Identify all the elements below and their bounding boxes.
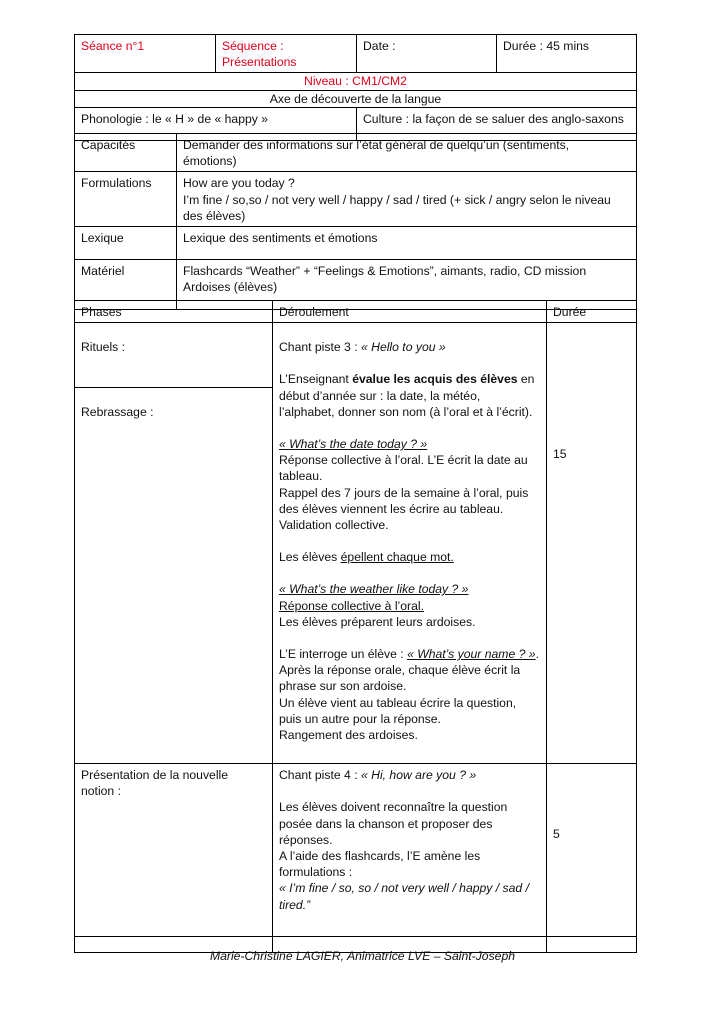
epellent-prefix: Les élèves	[279, 550, 341, 565]
interroge-suffix: .	[535, 647, 539, 662]
axe-cell	[75, 90, 637, 107]
rituels-cell	[75, 323, 273, 388]
duree-label: Durée : 45 mins	[503, 39, 590, 53]
interroge-prefix: L’E interroge un élève :	[279, 647, 408, 662]
weather-question: « What’s the weather like today ? »	[279, 582, 469, 597]
text-line: Après la réponse orale, chaque élève écrit la	[279, 663, 521, 678]
presentation-line: notion :	[81, 784, 121, 799]
footer-credit: Marie-Christine LAGIER, Animatrice LVE – Saint-Joseph	[209, 949, 516, 963]
objectives-table	[74, 133, 637, 310]
name-question: « What’s your name ? »	[407, 647, 536, 662]
formulation-line: tired.”	[279, 897, 311, 912]
chant-prefix: Chant piste 4 :	[279, 768, 361, 783]
phase1-duree-cell	[547, 323, 637, 764]
seance-label: Séance n°1	[81, 39, 145, 53]
niveau-cell	[75, 73, 637, 90]
capacites-label-cell	[75, 134, 177, 172]
text-line: tableau.	[279, 469, 323, 484]
sequence-cell	[216, 35, 357, 73]
date-cell	[357, 35, 497, 73]
text-line: début d’année sur : la date, la météo,	[279, 388, 481, 403]
axe-label: Axe de découverte de la langue	[269, 91, 442, 106]
phases-header	[75, 301, 273, 323]
formulations-line: I’m fine / so,so / not very well / happy / sad / tired (+ sick / angry selon le niveau	[183, 192, 611, 207]
lexique-label: Lexique	[81, 231, 124, 246]
chant-prefix: Chant piste 3 :	[279, 340, 361, 355]
date-label: Date :	[363, 39, 396, 53]
interroge-line	[279, 646, 542, 662]
text-line: puis un autre pour la réponse.	[279, 711, 441, 726]
text-line: Les élèves doivent reconnaître la question	[279, 800, 508, 815]
text-line: Les élèves préparent leurs ardoises.	[279, 614, 476, 629]
text-line: phrase sur son ardoise.	[279, 679, 407, 694]
materiel-label: Matériel	[81, 264, 125, 279]
phase2-deroulement	[273, 764, 547, 937]
materiel-line: Flashcards “Weather” + “Feelings & Emotions”, aimants, radio, CD mission	[183, 264, 587, 279]
date-question: « What’s the date today ? »	[279, 437, 428, 452]
phase2-duree-cell	[547, 764, 637, 937]
formulations-line: des élèves)	[183, 208, 246, 223]
rebrassage-cell	[75, 388, 273, 764]
phase1-duree: 15	[553, 447, 567, 461]
lexique-value-cell	[177, 227, 637, 260]
epellent-text: épellent chaque mot.	[340, 550, 454, 565]
chant-line	[279, 767, 542, 783]
duree-cell	[497, 35, 637, 73]
evaluation-line	[279, 371, 542, 387]
formulation-line: « I’m fine / so, so / not very well / happy / sad /	[279, 881, 529, 896]
formulations-line: How are you today ?	[183, 176, 295, 191]
text-line: A l’aide des flashcards, l’E amène les	[279, 849, 481, 864]
text-line: des élèves viennent les écrire au tableau.	[279, 501, 504, 516]
presentation-cell	[75, 764, 273, 937]
text-line: Rangement des ardoises.	[279, 728, 418, 743]
le-text: L’Enseignant	[279, 372, 353, 387]
rituels-label: Rituels :	[81, 340, 126, 355]
text-line: Réponse collective à l’oral. L’E écrit la date au	[279, 453, 528, 468]
formulations-value-cell	[177, 172, 637, 227]
text-line: Validation collective.	[279, 518, 389, 533]
seance-cell	[75, 35, 216, 73]
phase1-deroulement	[273, 323, 547, 764]
text-line: posée dans la chanson et proposer des	[279, 816, 493, 831]
text-line: Un élève vient au tableau écrire la question,	[279, 695, 517, 710]
culture-label: Culture : la façon de se saluer des anglo-saxons	[363, 111, 624, 126]
chant-title: « Hello to you »	[360, 340, 446, 355]
rebrassage-label: Rebrassage :	[81, 405, 154, 420]
duree-header-label: Durée	[553, 305, 587, 319]
phases-table	[74, 300, 637, 953]
phases-header-label: Phases	[81, 305, 122, 319]
formulations-label-cell	[75, 172, 177, 227]
chant-line	[279, 339, 542, 355]
capacites-line: émotions)	[183, 154, 237, 169]
deroulement-header	[273, 301, 547, 323]
duree-header	[547, 301, 637, 323]
epellent-line	[279, 549, 542, 565]
presentation-line: Présentation de la nouvelle	[81, 768, 229, 783]
capacites-line: Demander des informations sur l’état général de quelqu’un (sentiments,	[183, 138, 570, 152]
lexique-label-cell	[75, 227, 177, 260]
text-line: Réponse collective à l’oral.	[279, 598, 424, 613]
chant-title: « Hi, how are you ? »	[360, 768, 477, 783]
phonologie-label: Phonologie : le « H » de « happy »	[81, 111, 269, 126]
capacites-value-cell	[177, 134, 637, 172]
text-line: réponses.	[279, 832, 333, 847]
evalue-text: évalue les acquis des élèves	[352, 372, 518, 387]
text-line: l’alphabet, donner son nom (à l’oral et à l’écrit).	[279, 404, 533, 419]
niveau-label: Niveau : CM1/CM2	[304, 74, 407, 89]
en-text: en	[517, 372, 535, 387]
sequence-label: Séquence :	[222, 39, 284, 53]
materiel-line: Ardoises (élèves)	[183, 280, 278, 295]
phase2-duree: 5	[553, 827, 560, 841]
formulations-label: Formulations	[81, 176, 152, 191]
text-line: formulations :	[279, 865, 353, 880]
sequence-value: Présentations	[222, 55, 297, 70]
lexique-value: Lexique des sentiments et émotions	[183, 231, 378, 246]
deroulement-header-label: Déroulement	[279, 305, 349, 319]
header-table	[74, 34, 637, 141]
capacites-label: Capacités	[81, 138, 136, 152]
text-line: Rappel des 7 jours de la semaine à l’oral, puis	[279, 485, 529, 500]
